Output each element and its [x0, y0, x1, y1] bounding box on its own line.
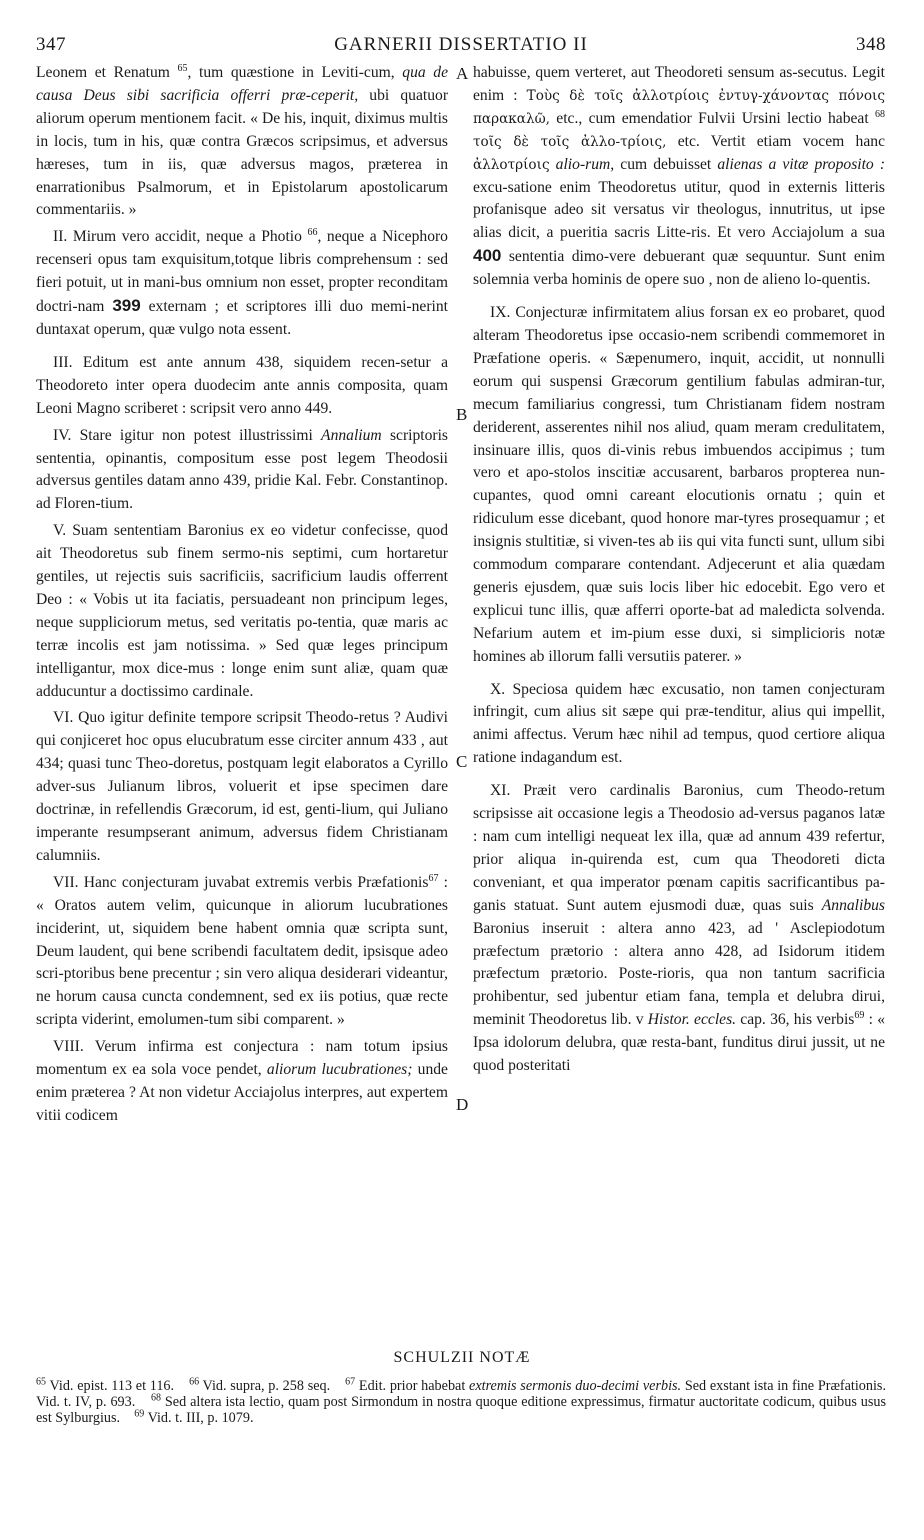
text-span: cap. 36, his verbis: [736, 1011, 855, 1029]
text-span: : « Ipsa idolorum delubra, quæ resta-bant, funditus dirui jussit, ut ne quod posteritati: [473, 1011, 885, 1075]
text-span: unde enim præterea ? At non videtur Acciajolus interpres, aut expertem vitii codicem: [36, 1061, 448, 1124]
text-span: XI. Præit vero cardinalis Baronius, cum Theodo-retum scripsisse ait occasione legis a Theodosio ad-versus paganos latæ : nam cum intelligi nequeat lex illa, quæ ad annum 439 refertur, prior aliqua in-quirenda est, cum qua Theodoreti dicta conveniant, et qua imperator pœnam capitis sacrificantibus pa-ganis statuat. Sunt autem ejusmodi duæ, quas suis: [473, 782, 885, 914]
footnote-ref: 66: [307, 227, 318, 239]
footnote-ref: 68: [875, 108, 885, 120]
greek-text: ἀλλοτρίοις: [473, 156, 550, 173]
text-span: etc., cum emendatior Fulvii Ursini lectio habeat: [549, 109, 869, 127]
edition-page-marker: 399: [112, 296, 141, 316]
footnote-number: 65: [36, 1376, 46, 1388]
left-paragraph-1: [36, 62, 448, 222]
italic-span: alienas a vitæ proposito :: [717, 155, 886, 173]
footnote-ref: 65: [177, 62, 188, 74]
footnote-text: Sed exstant ista in fine Præfationis. Vid. t. IV, p. 693.: [36, 1378, 887, 1410]
margin-letter-c: C: [456, 752, 468, 771]
page-header: [36, 34, 886, 62]
left-paragraph-6: VI. Quo igitur definite tempore scripsit Theodo-retus ? Audivi qui conjiceret hoc opus elucubratum esse circiter annum 433 , aut 434; quasi tunc Theo-doretus, postquam legit elaboratos a Cyrillo adver-sus Julianum libros, voluerit et ipse specimen dare doctrinæ, in refellendis Græcorum, id est, genti-lium, qui Juliano imperante resumpserant animum, adversus fidem Christianam calumniis.: [36, 709, 448, 864]
text-span: cum debuisset: [614, 155, 718, 173]
text-span: externam ; et scriptores illi duo memi-nerint duntaxat operum, quæ vulgo nota essent.: [36, 298, 448, 338]
right-column: [473, 62, 885, 1082]
footnote-text: Vid. t. III, p. 1079.: [144, 1410, 254, 1426]
italic-span: Annalium: [321, 426, 382, 444]
running-title: GARNERII DISSERTATIO II: [334, 34, 588, 55]
edition-page-marker: 400: [473, 246, 502, 266]
margin-letter-a: A: [456, 64, 469, 83]
left-paragraph-3: III. Editum est ante annum 438, siquidem recen-setur a Theodoreto inter opera duodecim ante annis composita, quam Leoni Magno scriberet : scripsit vero anno 449.: [36, 353, 448, 417]
text-span: Leonem et Renatum: [36, 64, 170, 81]
footnote-number: 69: [134, 1408, 145, 1420]
text-span: scriptoris sententia, opinantis, compositum esse post legem Theodosii adversus gentiles datam anno 439, pridie Kal. Febr. Constantinop. ad Floren-tium.: [36, 426, 448, 513]
footnotes: [36, 1378, 886, 1426]
footnote-text: Vid. supra, p. 258 seq.: [199, 1378, 331, 1394]
right-paragraph-2: IX. Conjecturæ infirmitatem alius forsan ex eo probaret, quod alteram Theodoretus ipse occasio-nem scribendi commemoret in Præfatione operis. « Sæpenumero, inquit, accidit, ut nonnulli eorum qui suspensi Græcorum gentilium fabulas admiran-tur, mecum familiarius congressi, tum Christianam fidem nostram deriderent, asserentes nihil nos aliud, quam meram credulitatem, insinuare illis, quos di-vinis rebus imbuendos accipimus ; tum vero et apo-stolos inscitiæ accusarent, barbaros propterea nun-cupantes, quod omni careant elocutionis ornatu ; quin et ridiculum esse dicebant, quod honore mar-tyres prosequamur ; et insignis stultitiæ, si viven-tes ab iis qui vita functi sunt, ullum sibi commodum comparare contendant. Adjecerunt et alia quædam generis ejusdem, quæ suis locis liber hic edocebit. Ego vero et explicui tunc illis, quæ afferri oporte-bat ad maledicta solvenda. Nefarium autem et im-pium esse duxi, si simplicioris notæ homines ab illorum falli versutiis paterer. »: [473, 304, 885, 665]
italic-span: qua de causa Deus sibi sacrificia offerri præ-ceperit,: [36, 64, 449, 104]
greek-text: τοῖς δὲ τοῖς ἀλλο-τρίοις,: [473, 133, 667, 150]
greek-text: Τοὺς δὲ τοῖς ἀλλοτρίοις ἐντυγ-χάνοντας πόνοις παρακαλῶ,: [473, 87, 886, 127]
footnote-number: 68: [150, 1392, 161, 1404]
text-span: sententia dimo-vere debuerant quæ sequuntur. Sunt enim solemnia verba hominis de opere suo , non de alieno lo-quentis.: [473, 248, 885, 289]
margin-letter-d: D: [456, 1095, 469, 1114]
text-span: VII. Hanc conjecturam juvabat extremis verbis Præfationis: [53, 873, 429, 891]
left-paragraph-5: V. Suam sententiam Baronius ex eo videtur confecisse, quod ait Theodoretus sub finem sermo-nis septimi, cum hortaretur gentiles, ut rejectis suis sacrificiis, sacrificium laudis offerrent Deo : « Vobis ut ita faciatis, persuadeant non principum leges, neque suppliciorum metus, sed veritatis po-tentia, quæ maris ac terræ incolis est jam notissima. » Sed quæ leges principum intelligantur, mox dice-mus : longe enim sunt aliæ, quam quæ adducuntur a doctissimo cardinale.: [36, 522, 448, 700]
text-span: ubi quatuor aliorum operum mentionem facit. « De his, inquit, diximus multis in locis, tum in his, quæ contra Græcos scripsimus, et adversus hæreses, tum in iis, quæ adversus magos, præterea in enarrationibus Psalmorum, et in Epistolarum apostolicarum commentariis. »: [36, 86, 449, 219]
footnote-text: Edit. prior habebat: [355, 1378, 470, 1394]
text-span: Baronius inseruit : altera anno 423, ad ' Asclepiodotum præfectum prætorio : altera anno 428, ad Isidorum itidem præfectum prætorio. Poste-rioris, qua non tantum sacrificia prohibentur, sed jubentur etiam fana, templa et delubra dirui, meminit Theodoretus lib. v: [473, 919, 885, 1029]
footnote-ref: 69: [854, 1010, 865, 1022]
footnotes-text: [36, 1378, 886, 1426]
text-span: , tum quæstione in Leviti-cum,: [187, 64, 403, 81]
text-span: etc. Vertit etiam vocem hanc: [666, 132, 885, 150]
text-span: : « Oratos autem velim, quicunque in aliorum lucubrationes inciderint, ut, siquidem bene habent omnia quæ scripta sunt, Deum laudent, qui bene scribendi facultatem dedit, ipsisque adeo scri-ptoribus bene precentur ; sin vero aliqua desiderari videantur, ne horum causa cuncta condemnent, sed ex iis potius, quæ recte scripta viderint, emolumen-tum sibi comparent. »: [36, 873, 448, 1029]
text-span: IV. Stare igitur non potest illustrissimi: [53, 426, 322, 444]
notes-title: SCHULZII NOTÆ: [393, 1349, 531, 1366]
right-paragraph-4: [473, 780, 885, 1078]
text-span: habuisse, quem verteret, aut Theodoreti sensum as-secutus. Legit enim :: [473, 64, 885, 104]
footnote-text: Sed altera ista lectio, quam post Sirmondum in nostra quoque editione expressimus, firmatur auctoritate codicum, quibus usus est Sylburgius.: [36, 1394, 886, 1426]
italic-span: aliorum lucubrationes;: [266, 1061, 413, 1079]
text-span: VIII. Verum infirma est conjectura : nam totum ipsius momentum ex ea sola voce pendet,: [36, 1038, 448, 1079]
italic-span: Histor. eccles.: [647, 1011, 737, 1029]
page-number-right: 348: [856, 34, 886, 55]
italic-span: extremis sermonis duo-decimi verbis.: [469, 1378, 682, 1394]
page-number-left: 347: [36, 34, 66, 55]
footnote-ref: 67: [428, 872, 439, 884]
footnote-number: 67: [345, 1376, 356, 1388]
left-paragraph-4: [36, 425, 448, 517]
italic-span: alio-rum,: [549, 155, 615, 173]
left-paragraph-8: [36, 1036, 448, 1128]
left-paragraph-7: [36, 872, 448, 1032]
left-paragraph-2: [36, 226, 448, 342]
margin-letter-b: B: [456, 405, 468, 424]
text-span: II. Mirum vero accidit, neque a Photio: [53, 228, 302, 246]
left-column: [36, 62, 448, 1132]
footnote-text: Vid. epist. 113 et 116.: [46, 1378, 175, 1394]
text-span: , neque a Nicephoro recenseri opus tam exquisitum,totque libris comprehensum : sed fieri potuit, ut in mani-bus omnium non esset, propter reconditam doctri-nam: [36, 228, 448, 316]
right-paragraph-3: X. Speciosa quidem hæc excusatio, non tamen conjecturam infringit, cum alius sit sæpe qui præ-tenditur, alius qui impellit, animi affectus. Verum hæc nihil ad tempus, quod certiore aliqua ratione indagandum est.: [473, 680, 885, 767]
italic-span: Annalibus: [821, 896, 885, 914]
right-paragraph-1: [473, 62, 885, 292]
text-span: excu-satione enim Theodoretus utitur, quod in externis litteris profanisque adeo sit versatus vir theologus, innutritus, ut ipse alias dicit, a pueritia sacris Litte-ris. Et vero Acciajolum a sua: [473, 178, 885, 242]
footnote-number: 66: [189, 1376, 200, 1388]
